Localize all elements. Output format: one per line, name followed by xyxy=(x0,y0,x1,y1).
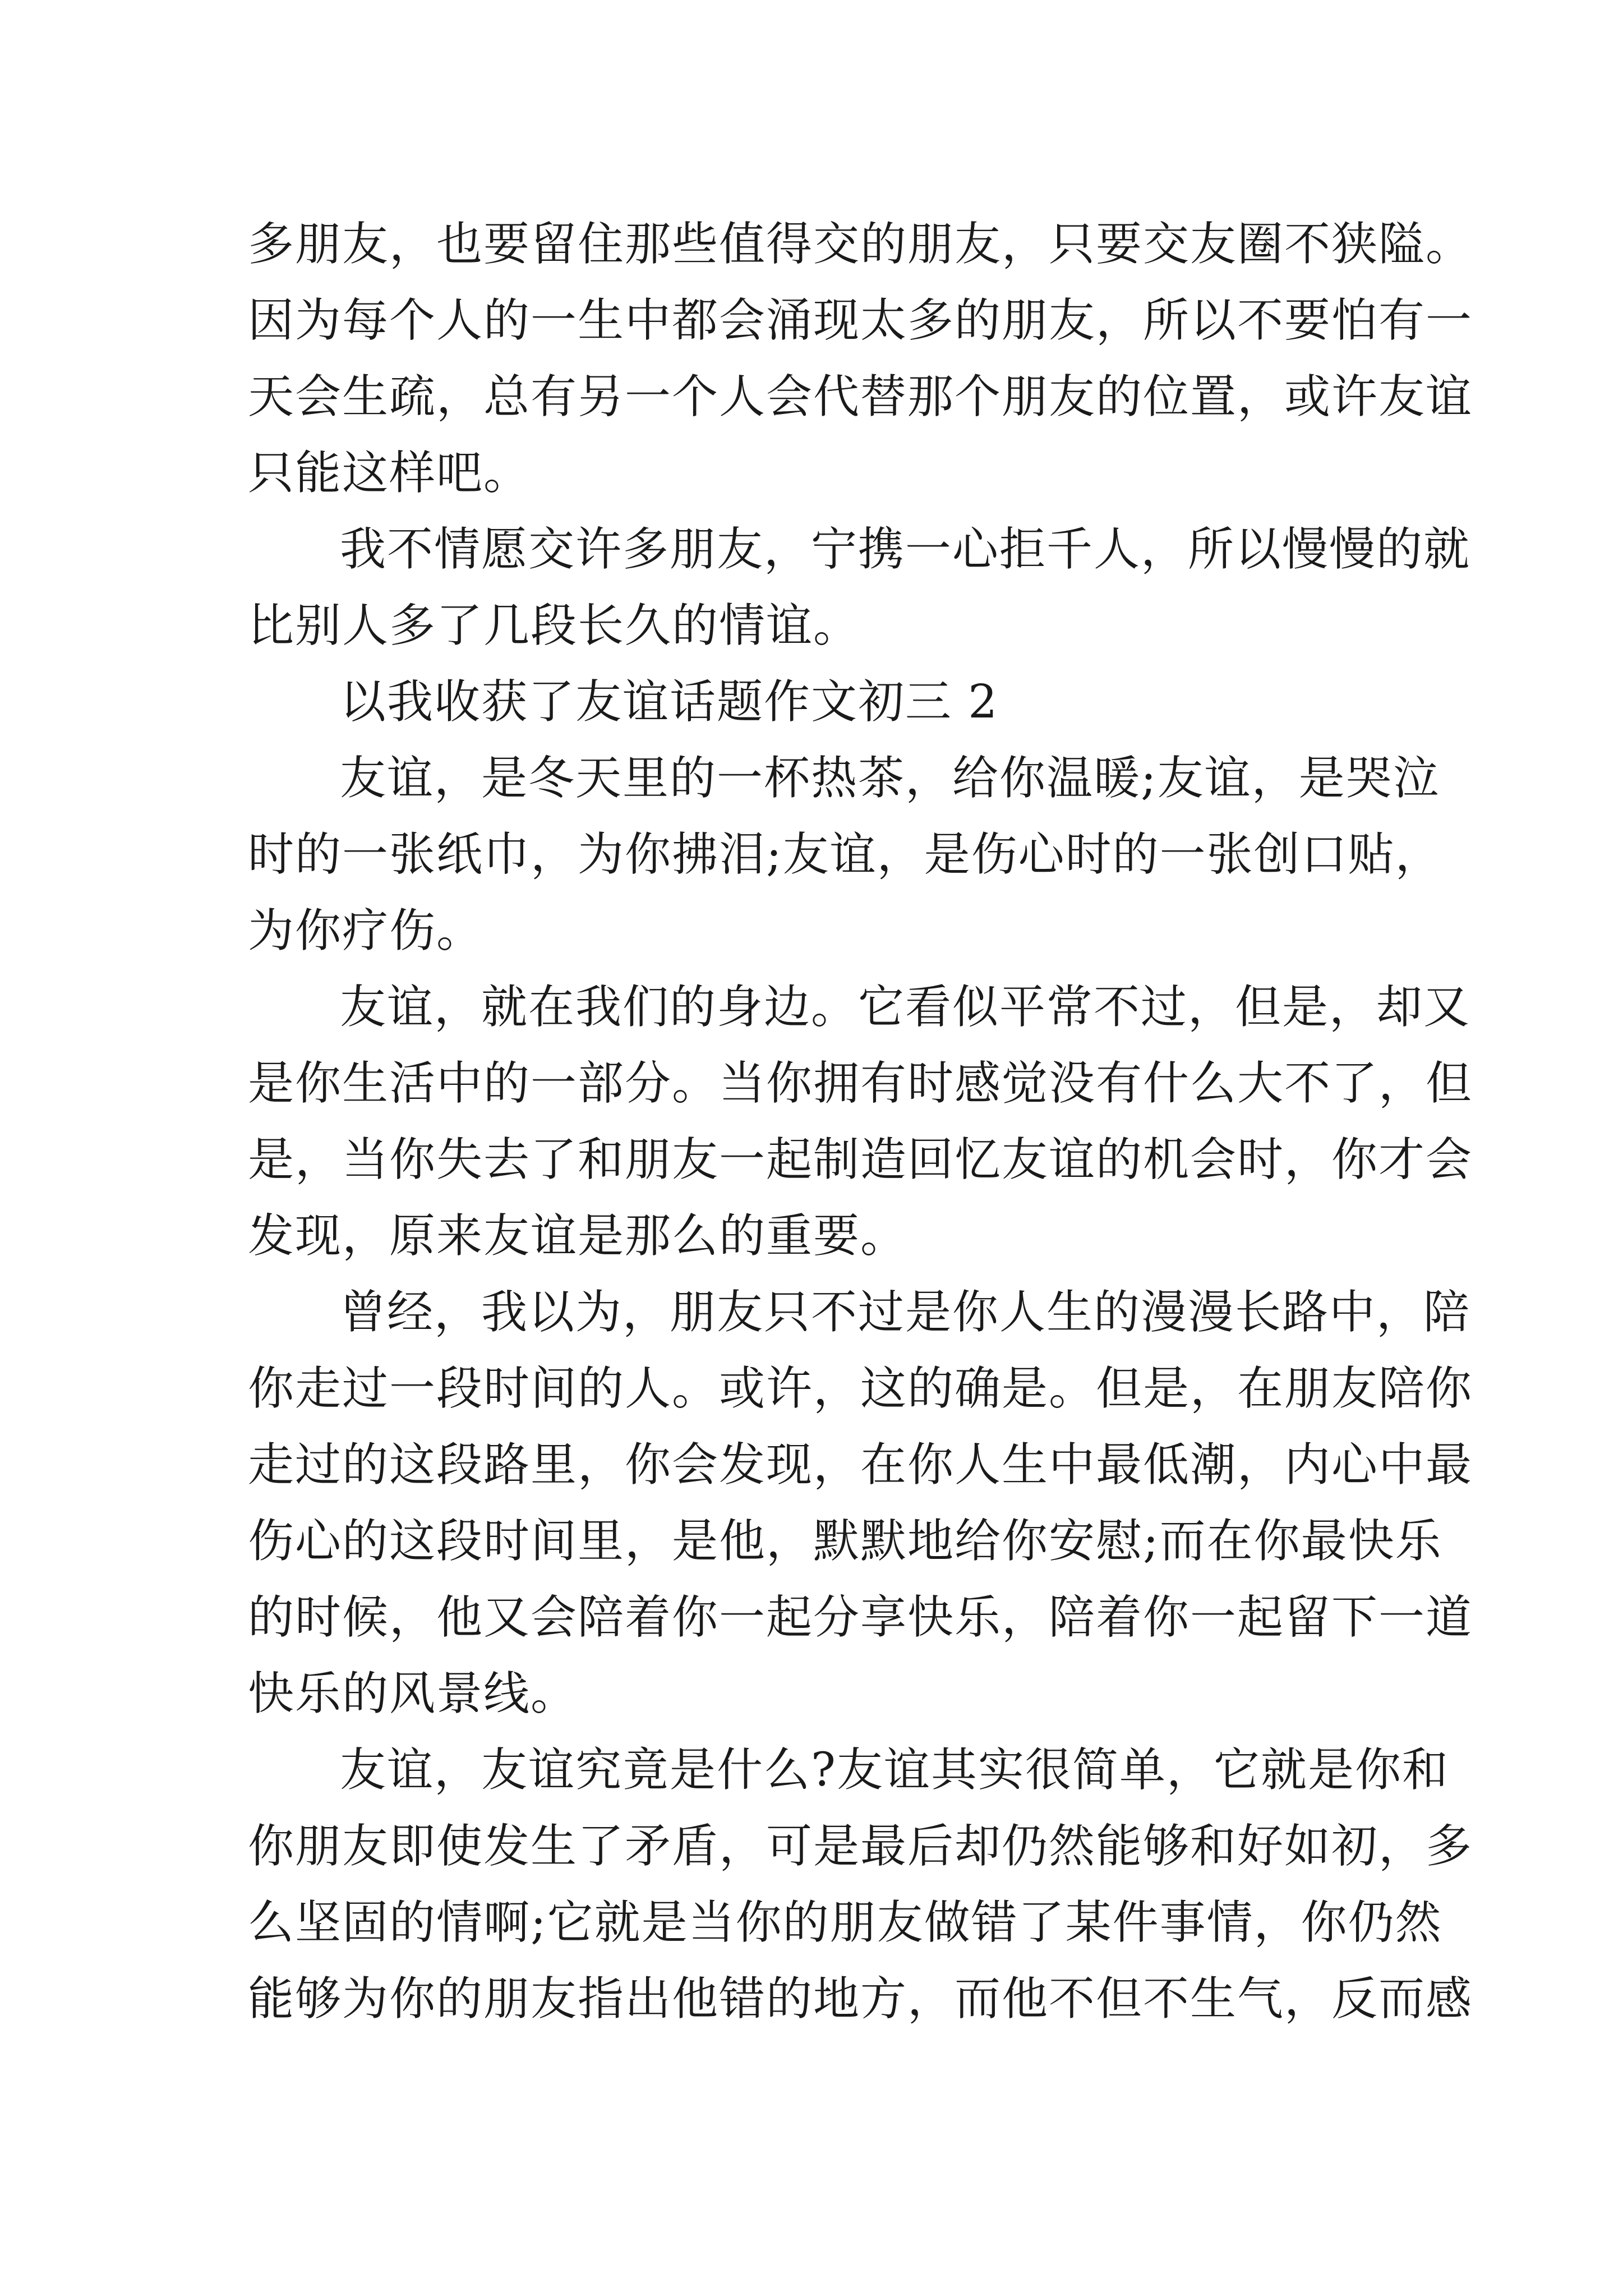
text-line: 发现，原来友谊是那么的重要。 xyxy=(248,1209,908,1263)
text-line: 能够为你的朋友指出他错的地方，而他不但不生气，反而感 xyxy=(248,1972,1473,2026)
paragraph-first-line: 友谊，友谊究竟是什么?友谊其实很简单，它就是你和 xyxy=(340,1743,1449,1797)
text-line: 时的一张纸巾，为你拂泪;友谊，是伤心时的一张创口贴， xyxy=(248,828,1442,881)
text-line: 因为每个人的一生中都会涌现太多的朋友，所以不要怕有一 xyxy=(248,294,1473,347)
text-line: 是，当你失去了和朋友一起制造回忆友谊的机会时，你才会 xyxy=(248,1133,1473,1186)
text-line: 多朋友，也要留住那些值得交的朋友，只要交友圈不狭隘。 xyxy=(248,218,1473,271)
body-text xyxy=(248,206,1473,2037)
text-line: 只能这样吧。 xyxy=(248,447,531,500)
paragraph-first-line: 我不情愿交许多朋友，宁携一心拒千人，所以慢慢的就 xyxy=(340,523,1471,576)
text-line: 为你疗伤。 xyxy=(248,904,484,958)
paragraph-first-line: 曾经，我以为，朋友只不过是你人生的漫漫长路中，陪 xyxy=(340,1286,1471,1339)
text-line: 的时候，他又会陪着你一起分享快乐，陪着你一起留下一道 xyxy=(248,1591,1473,1644)
section-heading: 以我收获了友谊话题作文初三 2 xyxy=(340,675,999,729)
text-line: 比别人多了几段长久的情谊。 xyxy=(248,599,861,652)
paragraph-first-line: 友谊，就在我们的身边。它看似平常不过，但是，却又 xyxy=(340,981,1471,1034)
text-line: 伤心的这段时间里，是他，默默地给你安慰;而在你最快乐 xyxy=(248,1515,1442,1568)
text-line: 么坚固的情啊;它就是当你的朋友做错了某件事情，你仍然 xyxy=(248,1896,1442,1949)
text-line: 走过的这段路里，你会发现，在你人生中最低潮，内心中最 xyxy=(248,1438,1473,1492)
text-line: 是你生活中的一部分。当你拥有时感觉没有什么大不了，但 xyxy=(248,1057,1473,1110)
text-line: 你朋友即使发生了矛盾，可是最后却仍然能够和好如初，多 xyxy=(248,1820,1473,1873)
text-line: 天会生疏，总有另一个人会代替那个朋友的位置，或许友谊 xyxy=(248,370,1473,424)
text-line: 快乐的风景线。 xyxy=(248,1667,578,1720)
text-line: 你走过一段时间的人。或许，这的确是。但是，在朋友陪你 xyxy=(248,1362,1473,1415)
paragraph-first-line: 友谊，是冬天里的一杯热茶，给你温暖;友谊，是哭泣 xyxy=(340,752,1440,805)
